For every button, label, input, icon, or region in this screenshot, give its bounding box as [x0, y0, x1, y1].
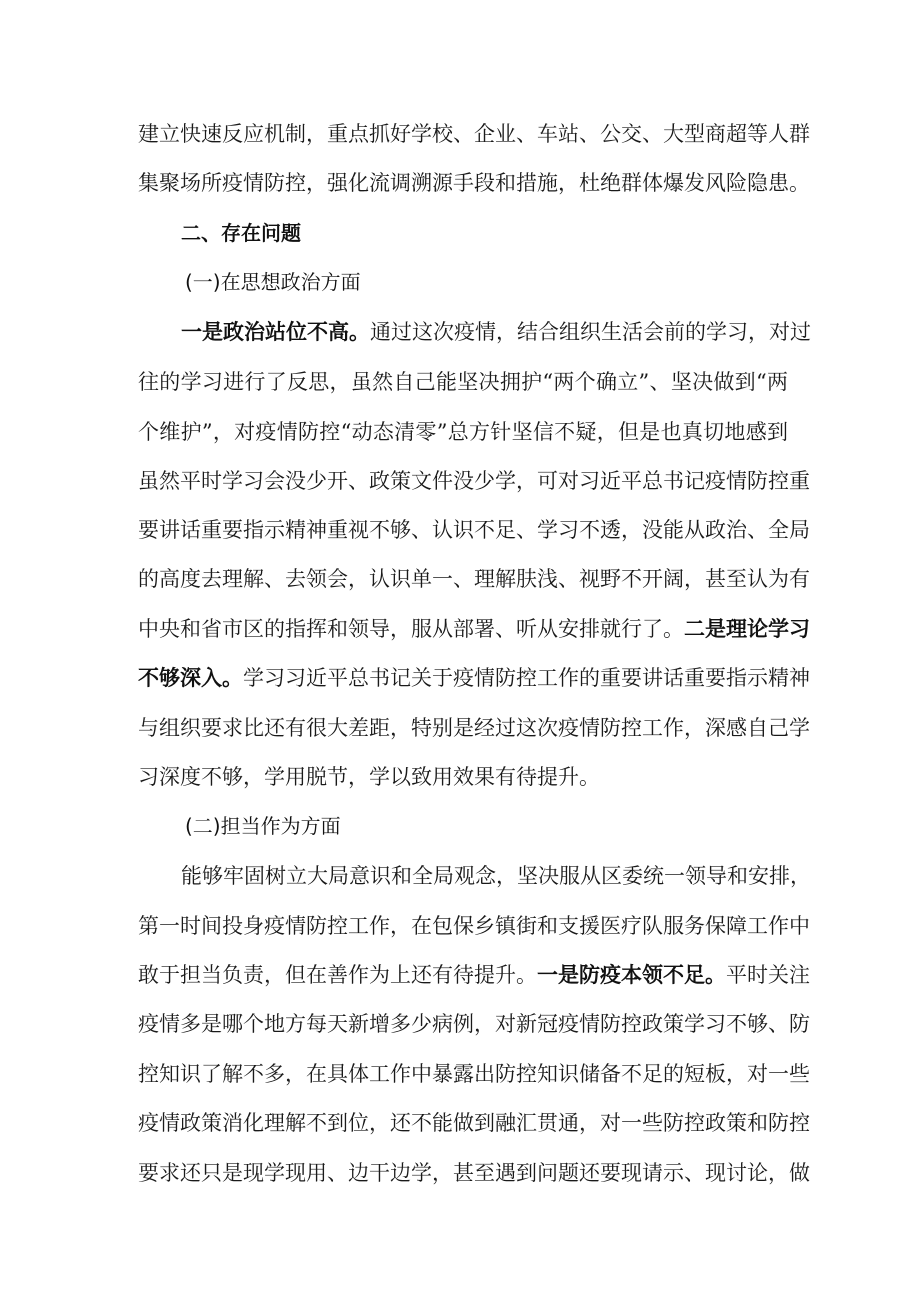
paragraph-line: 控知识了解不多，在具体工作中暴露出防控知识储备不足的短板，对一些 [138, 1062, 810, 1086]
body-text: 敢于担当负责，但在善作为上还有待提升。 [138, 963, 537, 987]
emphasis-text: 不够深入。 [138, 666, 243, 690]
paragraph-line: 个维护”，对疫情防控“动态清零”总方针坚信不疑，但是也真切地感到 [138, 420, 788, 444]
paragraph-line [138, 609, 810, 649]
paragraph-line: 建立快速反应机制，重点抓好学校、企业、车站、公交、大型商超等人群 [138, 122, 810, 146]
section-heading: 二、存在问题 [181, 221, 301, 245]
paragraph-line [138, 658, 810, 698]
paragraph-line: 与组织要求比还有很大差距，特别是经过这次疫情防控工作，深感自己学 [138, 716, 810, 740]
subsection-heading: (一)在思想政治方面 [185, 270, 361, 294]
emphasis-text: 二是理论学习 [684, 617, 810, 641]
paragraph-line: 能够牢固树立大局意识和全局观念，坚决服从区委统一领导和安排， [181, 864, 811, 888]
paragraph-line: 虽然平时学习会没少开、政策文件没少学，可对习近平总书记疫情防控重 [138, 469, 810, 493]
body-text: 学习习近平总书记关于疫情防控工作的重要讲话重要指示精神 [243, 666, 810, 690]
paragraph-line: 要求还只是现学现用、边干边学，甚至遇到问题还要现请示、现讨论，做 [138, 1161, 810, 1185]
paragraph-line: 第一时间投身疫情防控工作，在包保乡镇街和支援医疗队服务保障工作中 [138, 914, 810, 938]
paragraph-line: 往的学习进行了反思，虽然自己能坚决拥护“两个确立”、坚决做到“两 [138, 370, 788, 394]
paragraph-line: 的高度去理解、去领会，认识单一、理解肤浅、视野不开阔，甚至认为有 [138, 567, 810, 591]
body-text: 平时关注 [726, 963, 810, 987]
paragraph-line [181, 312, 811, 352]
paragraph-line: 疫情多是哪个地方每天新增多少病例，对新冠疫情防控政策学习不够、防 [138, 1012, 810, 1036]
emphasis-text: 一是政治站位不高。 [181, 320, 370, 344]
paragraph-line: 习深度不够，学用脱节，学以致用效果有待提升。 [138, 765, 600, 789]
paragraph-line: 要讲话重要指示精神重视不够、认识不足、学习不透，没能从政治、全局 [138, 518, 810, 542]
emphasis-text: 一是防疫本领不足。 [537, 963, 726, 987]
body-text: 中央和省市区的指挥和领导，服从部署、听从安排就行了。 [138, 617, 684, 641]
paragraph-line: 集聚场所疫情防控，强化流调溯源手段和措施，杜绝群体爆发风险隐患。 [138, 171, 810, 195]
paragraph-line [138, 955, 810, 995]
subsection-heading: (二)担当作为方面 [185, 814, 341, 838]
body-text: 通过这次疫情，结合组织生活会前的学习，对过 [370, 320, 811, 344]
paragraph-line: 疫情政策消化理解不到位，还不能做到融汇贯通，对一些防控政策和防控 [138, 1111, 810, 1135]
